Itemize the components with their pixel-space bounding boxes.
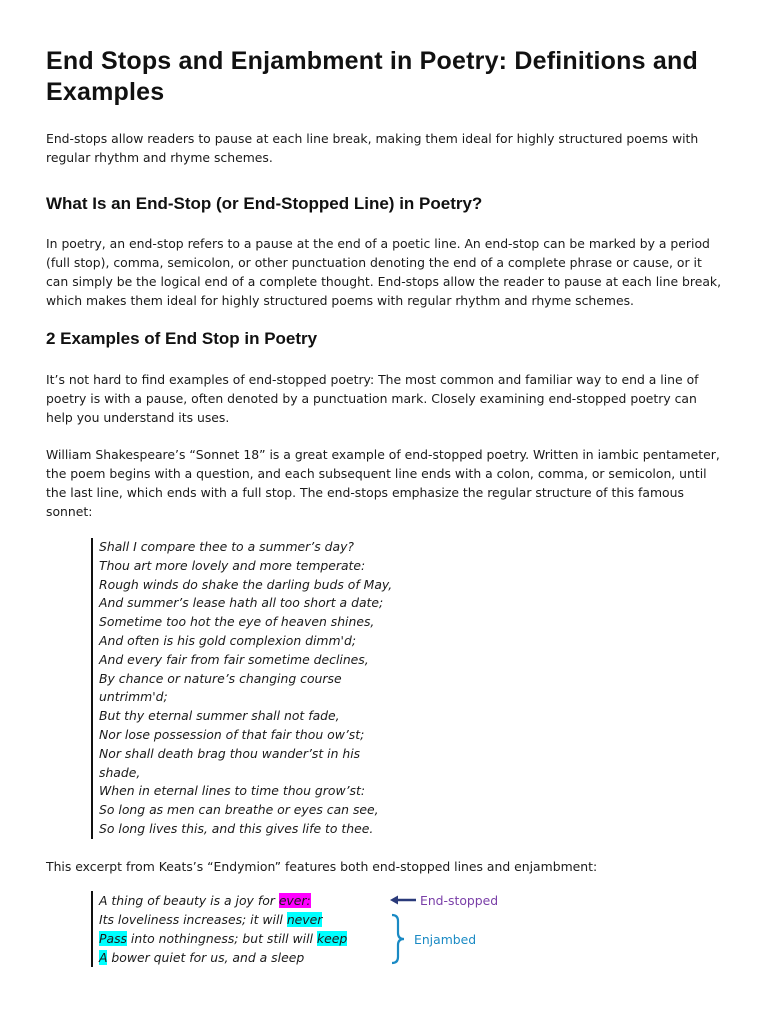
end-stop-highlight: ever: [278,892,311,908]
excerpt-text: A thing of beauty is a joy for [99,892,279,908]
arrow-left-icon [390,895,416,905]
excerpt-line-1 [99,891,369,910]
endymion-excerpt [46,891,726,969]
end-stopped-annotation [390,891,498,910]
poem-line: Thou art more lovely and more temperate: [99,557,366,573]
poem-line: Nor lose possession of that fair thou ow’st; [99,726,365,742]
enjambment-highlight: A [99,949,108,965]
examples-paragraph-intro: It’s not hard to find examples of end-stopped poetry: The most common and familiar way to end a line of poetry is with a pause, often denoted by a punctuation mark. Closely examining end-stopped poetry can help you understand its uses. [46,372,699,425]
page-title: End Stops and Enjambment in Poetry: Definitions and Examples [46,47,698,106]
excerpt-line-2 [99,910,369,929]
enjambment-highlight: keep [316,930,348,946]
excerpt-text: Its loveliness increases; it will [99,911,287,927]
enjambed-label: Enjambed [414,931,477,947]
poem-line: Rough winds do shake the darling buds of May, [99,576,393,592]
examples-paragraph-sonnet: William Shakespeare’s “Sonnet 18” is a great example of end-stopped poetry. Written in iambic pentameter, the poem begins with a question, and each subsequent line ends with a colon, comma, or semicolon, until the last line, which ends with a full stop. The end-stops emphasize the regular structure of this famous sonnet: [46,447,720,519]
excerpt-text: bower quiet for us, and a sleep [107,949,305,965]
section-heading-examples: 2 Examples of End Stop in Poetry [46,329,318,348]
excerpt-intro-paragraph: This excerpt from Keats’s “Endymion” features both end-stopped lines and enjambment: [46,858,598,874]
excerpt-blockquote [91,891,369,967]
poem-line: Sometime too hot the eye of heaven shines, [99,614,375,630]
end-stopped-label: End-stopped [420,892,499,908]
intro-paragraph: End-stops allow readers to pause at each line break, making them ideal for highly structured poems with regular rhythm and rhyme schemes. [46,131,699,165]
right-brace-icon [390,913,406,965]
poem-line: So long as men can breathe or eyes can see, [99,802,379,818]
poem-line: By chance or nature’s changing course [99,670,342,686]
poem-line: And often is his gold complexion dimm'd; [99,632,357,648]
poem-line: So long lives this, and this gives life to thee. [99,820,374,836]
poem-line: Shall I compare thee to a summer’s day? [99,539,354,554]
poem-line: And summer’s lease hath all too short a date; [99,595,384,611]
article [46,46,726,969]
poem-line: But thy eternal summer shall not fade, [99,708,340,724]
section-paragraph-definition: In poetry, an end-stop refers to a pause at the end of a poetic line. An end-stop can be marked by a period (full stop), comma, semicolon, or other punctuation denoting the end of a complete phrase or cause, or it can simply be the logical end of a complete thought. End-stops allow the reader to pause at each line break, which makes them ideal for highly structured poems with regular rhythm and rhyme schemes. [46,236,722,308]
excerpt-line-3 [99,929,369,948]
poem-line: And every fair from fair sometime declines, [99,651,369,667]
excerpt-line-4 [99,948,369,967]
poem-line: untrimm'd; [99,689,168,705]
excerpt-text: into nothingness; but still will [126,930,317,946]
enjambment-highlight: never [286,911,323,927]
sonnet-blockquote [91,538,399,839]
poem-line: Nor shall death brag thou wander’st in his [99,745,361,761]
section-heading-end-stop: What Is an End-Stop (or End-Stopped Line) in Poetry? [46,194,483,213]
poem-line: When in eternal lines to time thou grow’st: [99,783,366,799]
enjambed-annotation [390,912,476,967]
enjambment-highlight: Pass [99,930,127,946]
poem-line: shade, [99,764,141,780]
